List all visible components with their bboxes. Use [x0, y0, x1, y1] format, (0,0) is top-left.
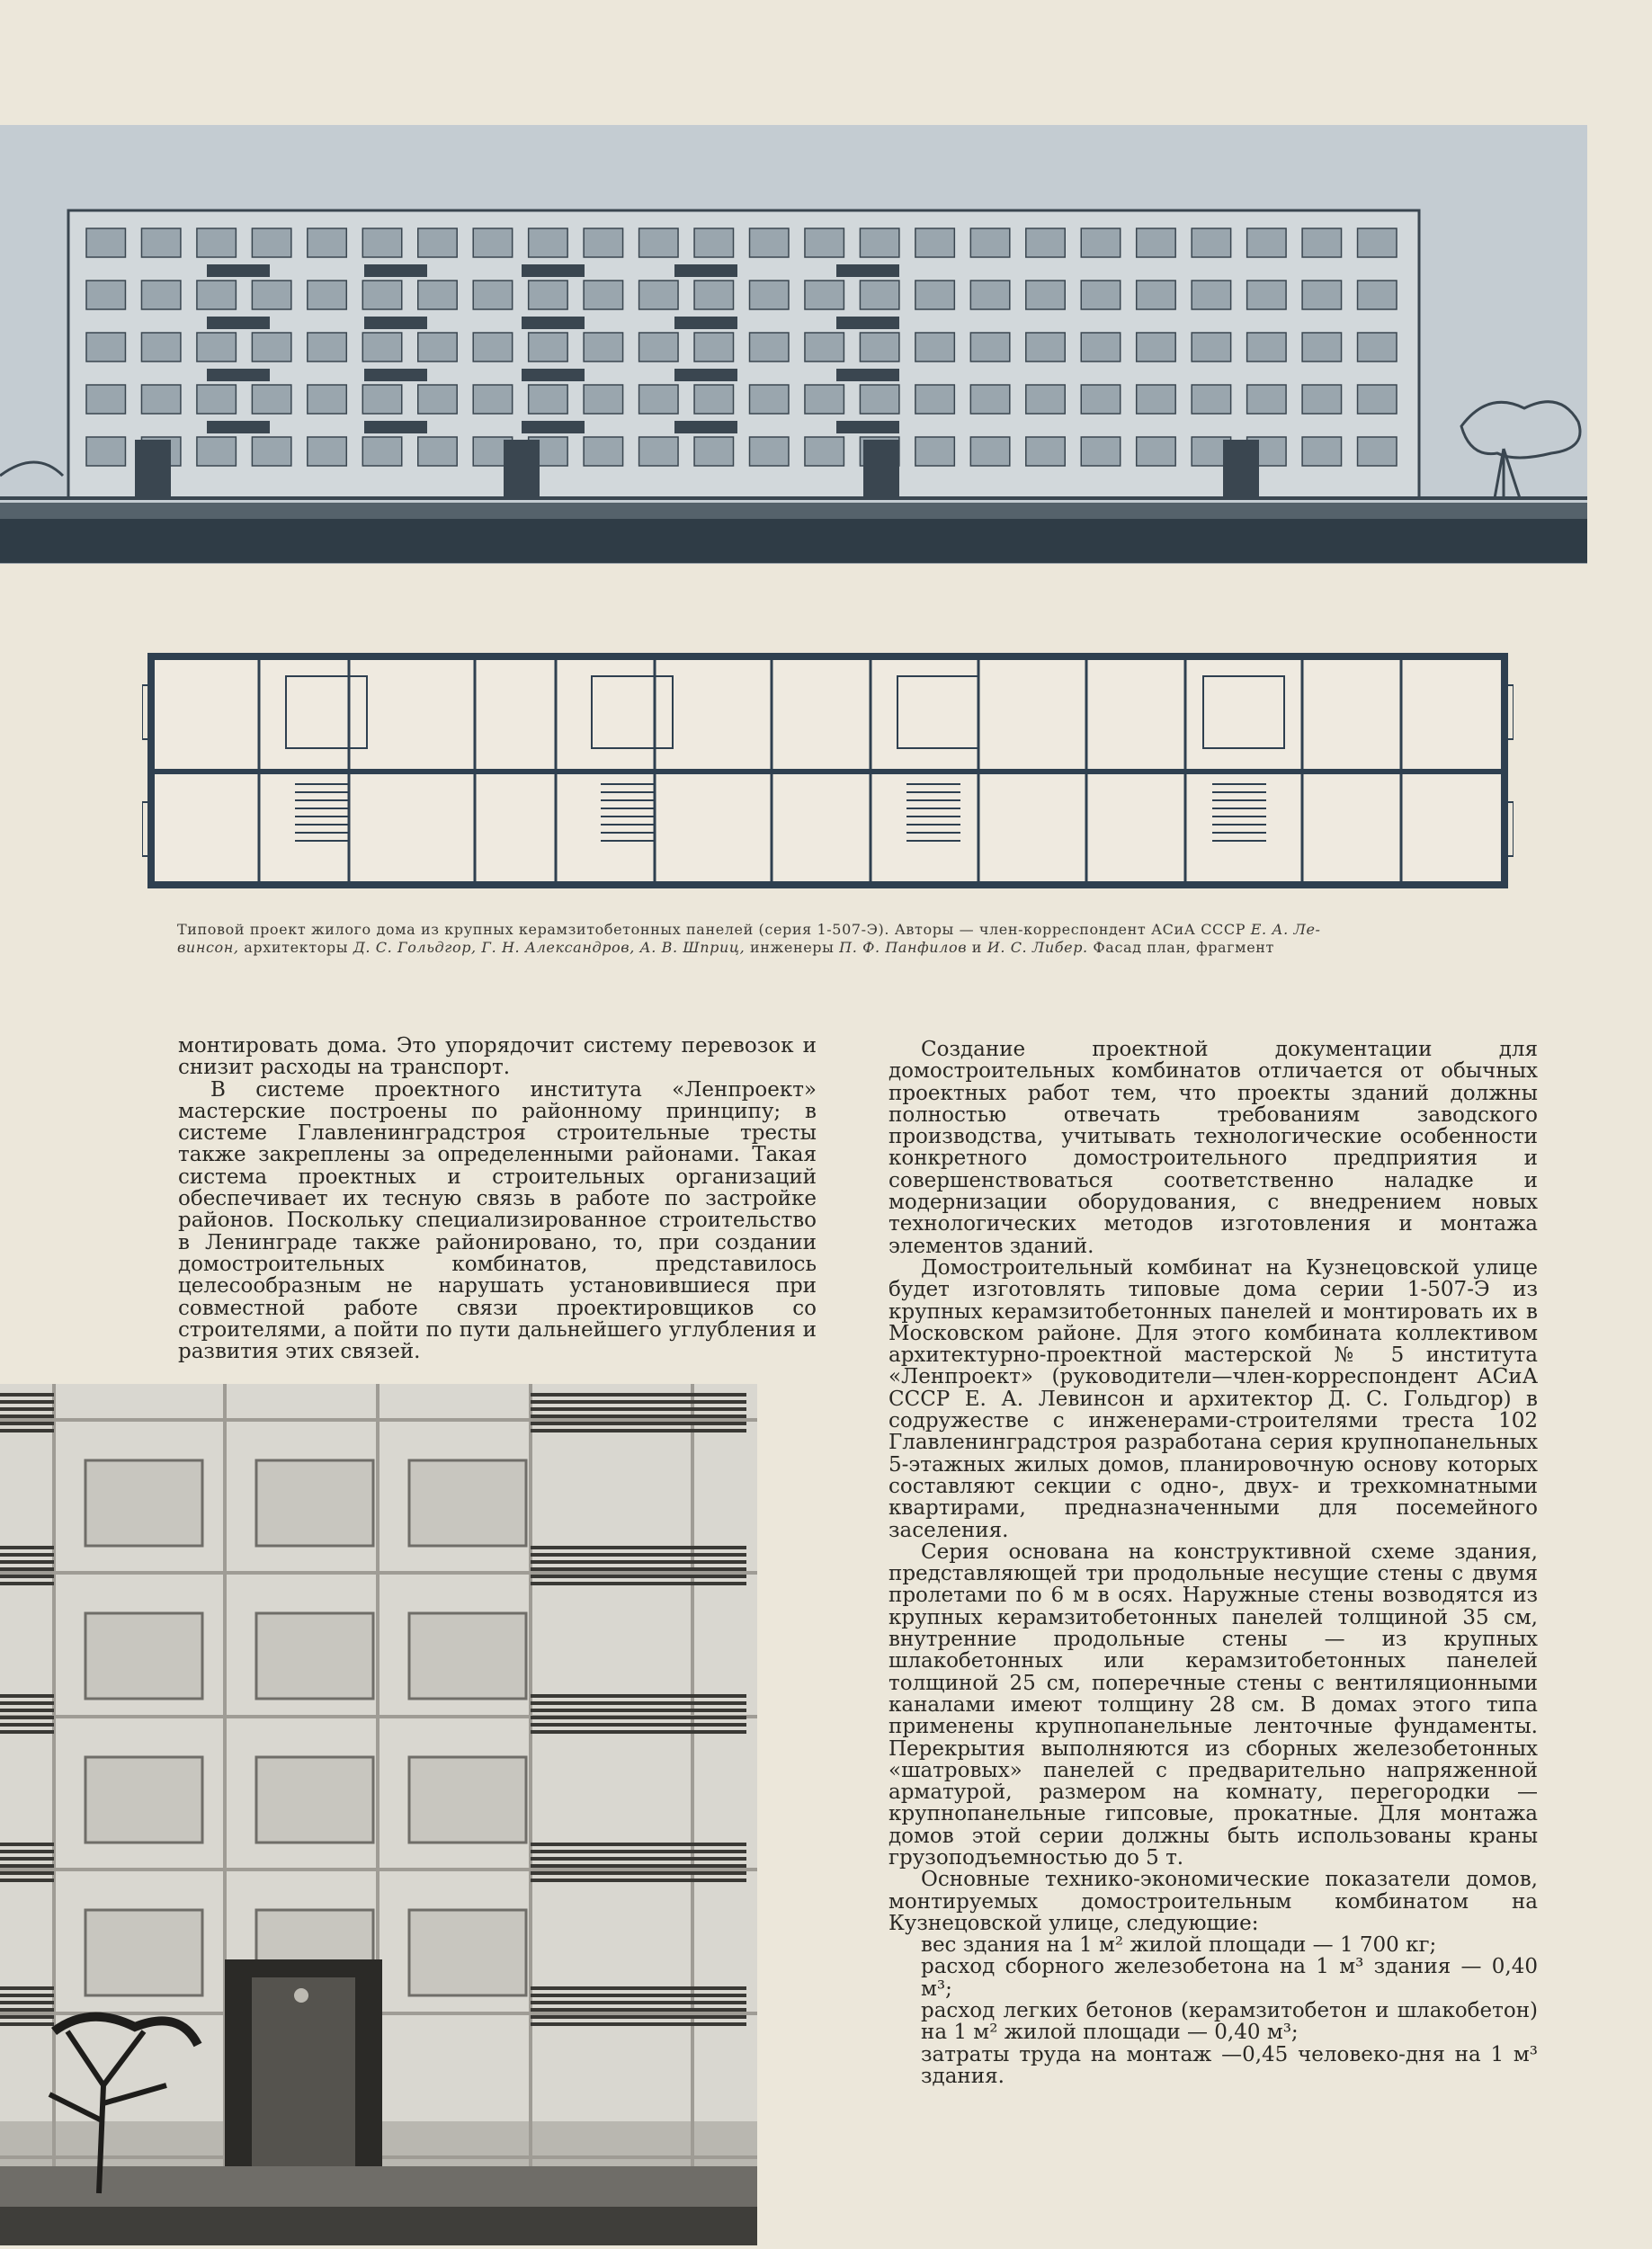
facade-window: [197, 228, 236, 257]
photo-balcony-rail: [531, 1864, 746, 1868]
building-photo: [0, 1384, 757, 2245]
photo-balcony-rail: [531, 1582, 746, 1585]
facade-window: [308, 333, 346, 361]
caption-author-name: винсон,: [177, 939, 239, 956]
photo-balcony-rail: [531, 1393, 746, 1397]
facade-window: [473, 333, 512, 361]
facade-window: [805, 281, 844, 309]
facade-window: [252, 333, 290, 361]
facade-window: [915, 228, 954, 257]
facade-window: [418, 281, 457, 309]
facade-window: [1137, 281, 1175, 309]
caption-architects-label: архитекторы: [238, 939, 353, 956]
photo-balcony-rail: [531, 1986, 746, 1990]
facade-window: [694, 333, 733, 361]
photo-balcony-rail: [0, 1730, 54, 1734]
photo-balcony-rail: [531, 1553, 746, 1557]
facade-window: [362, 281, 401, 309]
photo-balcony-rail: [531, 1843, 746, 1846]
paragraph: Домостроительный комбинат на Кузнецовской улице будет изготовлять типовые дома серии 1-507-Э из крупных керамзитобетонных панелей и монтировать их в Московском районе. Для этого комбината коллективом архитектурно-проектной мастерской № 5 института «Ленпроект» (руководители—член-корреспондент АСиА СССР Е. А. Левинсон и архитектор Д. С. Гольдгор) в содружестве с инженерами-строителями треста 102 Главленинградстроя разработана серия крупнопанельных 5-этажных жилых домов, планировочную основу которых составляют секции с одно-, двух- и трехкомнатными квартирами, предназначенными для посемейного заселения.: [889, 1255, 1538, 1542]
facade-window: [86, 228, 125, 257]
facade-window: [529, 281, 567, 309]
photo-balcony-rail: [531, 1560, 746, 1564]
facade-window: [639, 228, 678, 257]
photo-balcony-rail: [0, 2008, 54, 2012]
photo-balcony-rail: [0, 1871, 54, 1875]
facade-window: [1081, 437, 1120, 466]
photo-window: [85, 1910, 202, 1995]
photo-balcony-rail: [0, 1560, 54, 1564]
facade-window: [750, 385, 789, 414]
photo-balcony-rail: [0, 1407, 54, 1411]
photo-balcony-rail: [531, 1567, 746, 1571]
facade-window: [418, 385, 457, 414]
text-column-left: [178, 1035, 817, 1362]
facade-window: [639, 333, 678, 361]
facade-window: [1081, 281, 1120, 309]
photo-balcony-rail: [0, 1422, 54, 1425]
indicator-item: затраты труда на монтаж —0,45 человеко-дня на 1 м³ здания.: [921, 2042, 1538, 2088]
photo-window: [85, 1613, 202, 1699]
facade-window: [1247, 228, 1286, 257]
facade-window: [1247, 333, 1286, 361]
facade-window: [860, 228, 898, 257]
photo-balcony-rail: [0, 1857, 54, 1861]
facade-window: [970, 228, 1009, 257]
photo-balcony-rail: [0, 1415, 54, 1418]
photo-balcony-rail: [531, 1407, 746, 1411]
photo-balcony-rail: [0, 2015, 54, 2019]
facade-window: [915, 437, 954, 466]
facade-balcony: [836, 317, 899, 329]
facade-window: [308, 437, 346, 466]
facade-window: [141, 333, 180, 361]
caption-engineer-2: И. С. Либер.: [987, 939, 1088, 956]
caption-and: и: [967, 939, 987, 956]
facade-balcony: [674, 317, 737, 329]
photo-window: [256, 1757, 373, 1843]
facade-window: [915, 385, 954, 414]
photo-balcony-rail: [531, 1575, 746, 1578]
facade-balcony: [364, 317, 427, 329]
facade-window: [308, 228, 346, 257]
facade-window: [970, 333, 1009, 361]
photo-balcony-rail: [0, 2001, 54, 2004]
facade-window: [860, 281, 898, 309]
photo-balcony-rail: [531, 1400, 746, 1404]
facade-window: [1192, 281, 1230, 309]
photo-balcony-rail: [0, 1723, 54, 1727]
facade-window: [1247, 385, 1286, 414]
facade-balcony: [207, 264, 270, 277]
photo-balcony-rail: [0, 1429, 54, 1432]
facade-window: [529, 228, 567, 257]
photo-balcony-rail: [531, 1879, 746, 1882]
photo-balcony-rail: [531, 2015, 746, 2019]
facade-window: [1302, 333, 1341, 361]
facade-window: [473, 281, 512, 309]
facade-window: [1137, 228, 1175, 257]
facade-window: [584, 281, 622, 309]
facade-window: [1137, 385, 1175, 414]
indicator-item: расход сборного железобетона на 1 м³ здания — 0,40 м³;: [921, 1955, 1538, 2001]
facade-balcony: [207, 317, 270, 329]
facade-window: [750, 333, 789, 361]
indicator-item: вес здания на 1 м² жилой площади — 1 700 кг;: [921, 1933, 1437, 1958]
facade-window: [915, 333, 954, 361]
photo-balcony-rail: [531, 1871, 746, 1875]
facade-window: [252, 281, 290, 309]
photo-balcony-rail: [531, 2001, 746, 2004]
paragraph: Создание проектной документации для домостроительных комбинатов отличается от обычных проектных работ тем, что проекты зданий должны полностью отвечать требованиям заводского производства, учитывать технологические особенности конкретного домостроительного предприятия и совершенствоваться соответственно наладке и модернизации оборудования, с внедрением новых технологических методов изготовления и монтажа элементов зданий.: [889, 1038, 1538, 1258]
facade-window: [86, 385, 125, 414]
paragraph: монтировать дома. Это упорядочит систему перевозок и снизит расходы на транспорт.: [178, 1034, 817, 1080]
facade-window: [1026, 281, 1065, 309]
indicator-item: расход легких бетонов (керамзитобетон и шлакобетон) на 1 м² жилой площади — 0,40 м³;: [921, 1999, 1538, 2045]
caption-line1-text: Типовой проект жилого дома из крупных керамзитобетонных панелей (серия 1-507-Э). Авторы — член-корреспондент АСиА СССР: [177, 921, 1251, 938]
facade-window: [1192, 385, 1230, 414]
facade-window: [1358, 281, 1397, 309]
photo-balcony-rail: [0, 1567, 54, 1571]
facade-window: [1192, 333, 1230, 361]
photo-balcony-rail: [0, 1393, 54, 1397]
photo-balcony-rail: [0, 1575, 54, 1578]
facade-window: [1081, 228, 1120, 257]
facade-balcony: [522, 369, 585, 381]
facade-window: [362, 385, 401, 414]
photo-balcony-rail: [0, 1582, 54, 1585]
photo-balcony-rail: [0, 1709, 54, 1712]
floor-plan-illustration: [142, 649, 1514, 892]
paragraph: Основные технико-экономические показатели домов, монтируемых домостроительным комбинатом на Кузнецовской улице, следующие:: [889, 1868, 1538, 1935]
facade-window: [970, 281, 1009, 309]
facade-window: [639, 385, 678, 414]
photo-balcony-rail: [531, 2022, 746, 2026]
facade-window: [141, 228, 180, 257]
facade-window: [362, 228, 401, 257]
facade-window: [584, 385, 622, 414]
photo-window: [409, 1910, 526, 1995]
photo-window: [85, 1460, 202, 1546]
photo-window: [256, 1613, 373, 1699]
photo-window: [409, 1613, 526, 1699]
facade-balcony: [674, 264, 737, 277]
facade-window: [860, 385, 898, 414]
photo-balcony-rail: [531, 1850, 746, 1853]
facade-window: [915, 281, 954, 309]
facade-door: [1223, 440, 1259, 498]
facade-window: [970, 437, 1009, 466]
photo-balcony-rail: [0, 1400, 54, 1404]
facade-window: [694, 281, 733, 309]
photo-window: [409, 1757, 526, 1843]
facade-window: [1302, 437, 1341, 466]
building-photo-image: [0, 1384, 757, 2245]
facade-window: [197, 281, 236, 309]
caption-engineers-label: инженеры: [745, 939, 840, 956]
facade-window: [308, 281, 346, 309]
photo-window: [85, 1757, 202, 1843]
photo-balcony-rail: [0, 1843, 54, 1846]
facade-window: [750, 228, 789, 257]
photo-balcony-rail: [0, 1694, 54, 1698]
photo-balcony-rail: [531, 1730, 746, 1734]
facade-window: [197, 437, 236, 466]
caption-figure-kind: Фасад план, фрагмент: [1087, 939, 1274, 956]
facade-window: [418, 228, 457, 257]
facade-window: [197, 385, 236, 414]
facade-window: [805, 228, 844, 257]
facade-window: [418, 333, 457, 361]
facade-balcony: [836, 369, 899, 381]
facade-window: [1026, 385, 1065, 414]
facade-window: [252, 228, 290, 257]
facade-window: [1302, 281, 1341, 309]
facade-drawing: [0, 125, 1587, 564]
facade-window: [805, 333, 844, 361]
facade-balcony: [364, 421, 427, 433]
facade-window: [1247, 281, 1286, 309]
photo-balcony-rail: [531, 1429, 746, 1432]
photo-balcony-rail: [0, 1986, 54, 1990]
facade-window: [1081, 333, 1120, 361]
text-column-right: [889, 1039, 1538, 2087]
facade-door: [135, 440, 171, 498]
facade-window: [418, 437, 457, 466]
facade-window: [639, 281, 678, 309]
photo-balcony-rail: [0, 1546, 54, 1549]
facade-balcony: [522, 421, 585, 433]
figure-caption: [177, 921, 1472, 957]
facade-window: [1137, 437, 1175, 466]
facade-window: [1192, 228, 1230, 257]
photo-balcony-rail: [531, 1546, 746, 1549]
photo-balcony-rail: [531, 1701, 746, 1705]
facade-window: [584, 437, 622, 466]
photo-balcony-rail: [0, 1864, 54, 1868]
photo-balcony-rail: [0, 1994, 54, 1997]
photo-balcony-rail: [0, 1879, 54, 1882]
photo-balcony-rail: [0, 1701, 54, 1705]
photo-balcony-rail: [531, 1709, 746, 1712]
photo-balcony-rail: [531, 1716, 746, 1719]
facade-window: [860, 333, 898, 361]
facade-balcony: [207, 369, 270, 381]
facade-window: [694, 437, 733, 466]
paragraph: Серия основана на конструктивной схеме здания, представляющей три продольные несущие стены с двумя пролетами по 6 м в осях. Наружные стены возводятся из крупных керамзитобетонных панелей толщиной 35 см, внутренние продольные стены — из крупных шлакобетонных или керамзитобетонных панелей толщиной 25 см, поперечные стены с вентиляционными каналами имеют толщину 28 см. В домах этого типа применены крупнопанельные ленточные фундаменты. Перекрытия выполняются из сборных железобетонных «шатровых» панелей с предварительно напряженной арматурой, размером на комнату, перегородки — крупнопанельные гипсовые, прокатные. Для монтажа домов этой серии должны быть использованы краны грузоподъемностью до 5 т.: [889, 1539, 1538, 1870]
photo-balcony-rail: [531, 1723, 746, 1727]
facade-balcony: [522, 317, 585, 329]
facade-window: [805, 385, 844, 414]
facade-window: [694, 228, 733, 257]
facade-window: [584, 333, 622, 361]
facade-window: [529, 385, 567, 414]
paragraph: В системе проектного института «Ленпроект» мастерские построены по районному принципу; в системе Главленинградстроя строительные тресты также закреплены за определенными районами. Такая система проектных и строительных организаций обеспечивает их тесную связь в работе по застройке районов. Поскольку специализированное строительство в Ленинграде также районировано, то, при создании домостроительных комбинатов, представилось целесообразным не нарушать установившиеся при совместной работе связи проектировщиков со строителями, а пойти по пути дальнейшего углубления и развития этих связей.: [178, 1077, 817, 1364]
photo-balcony-rail: [0, 2022, 54, 2026]
facade-window: [197, 333, 236, 361]
facade-window: [252, 385, 290, 414]
photo-balcony-rail: [531, 1694, 746, 1698]
facade-window: [750, 437, 789, 466]
facade-window: [805, 437, 844, 466]
facade-door: [504, 440, 540, 498]
facade-window: [141, 385, 180, 414]
facade-window: [1302, 228, 1341, 257]
facade-window: [584, 228, 622, 257]
photo-balcony-rail: [531, 1994, 746, 1997]
photo-balcony-rail: [0, 1716, 54, 1719]
facade-balcony: [836, 421, 899, 433]
facade-window: [1358, 385, 1397, 414]
facade-window: [362, 437, 401, 466]
photo-balcony-rail: [531, 2008, 746, 2012]
facade-window: [86, 333, 125, 361]
photo-balcony-rail: [531, 1857, 746, 1861]
caption-architects-names: Д. С. Гольдгор, Г. Н. Александров, А. В. Шприц,: [353, 939, 746, 956]
facade-window: [750, 281, 789, 309]
facade-window: [141, 281, 180, 309]
photo-balcony-rail: [531, 1415, 746, 1418]
facade-window: [1302, 385, 1341, 414]
caption-engineer-1: П. Ф. Панфилов: [839, 939, 968, 956]
facade-balcony: [674, 421, 737, 433]
facade-window: [308, 385, 346, 414]
facade-window: [1358, 437, 1397, 466]
facade-window: [252, 437, 290, 466]
photo-window: [256, 1460, 373, 1546]
facade-window: [970, 385, 1009, 414]
facade-illustration: [0, 125, 1587, 563]
facade-balcony: [207, 421, 270, 433]
floor-plan-drawing: [142, 649, 1514, 892]
facade-window: [473, 228, 512, 257]
photo-balcony-rail: [531, 1422, 746, 1425]
facade-balcony: [522, 264, 585, 277]
facade-window: [1026, 333, 1065, 361]
facade-window: [694, 385, 733, 414]
facade-window: [1137, 333, 1175, 361]
facade-window: [86, 437, 125, 466]
facade-balcony: [364, 369, 427, 381]
facade-door: [863, 440, 899, 498]
photo-balcony-rail: [0, 1553, 54, 1557]
facade-balcony: [836, 264, 899, 277]
facade-window: [1026, 437, 1065, 466]
facade-window: [1081, 385, 1120, 414]
photo-window: [409, 1460, 526, 1546]
facade-window: [1026, 228, 1065, 257]
facade-window: [639, 437, 678, 466]
facade-window: [1358, 228, 1397, 257]
photo-balcony-rail: [0, 1850, 54, 1853]
facade-window: [86, 281, 125, 309]
facade-window: [1358, 333, 1397, 361]
facade-window: [473, 385, 512, 414]
facade-balcony: [674, 369, 737, 381]
facade-balcony: [364, 264, 427, 277]
facade-window: [529, 333, 567, 361]
facade-window: [362, 333, 401, 361]
caption-author-initial: Е. А. Ле-: [1250, 921, 1321, 938]
